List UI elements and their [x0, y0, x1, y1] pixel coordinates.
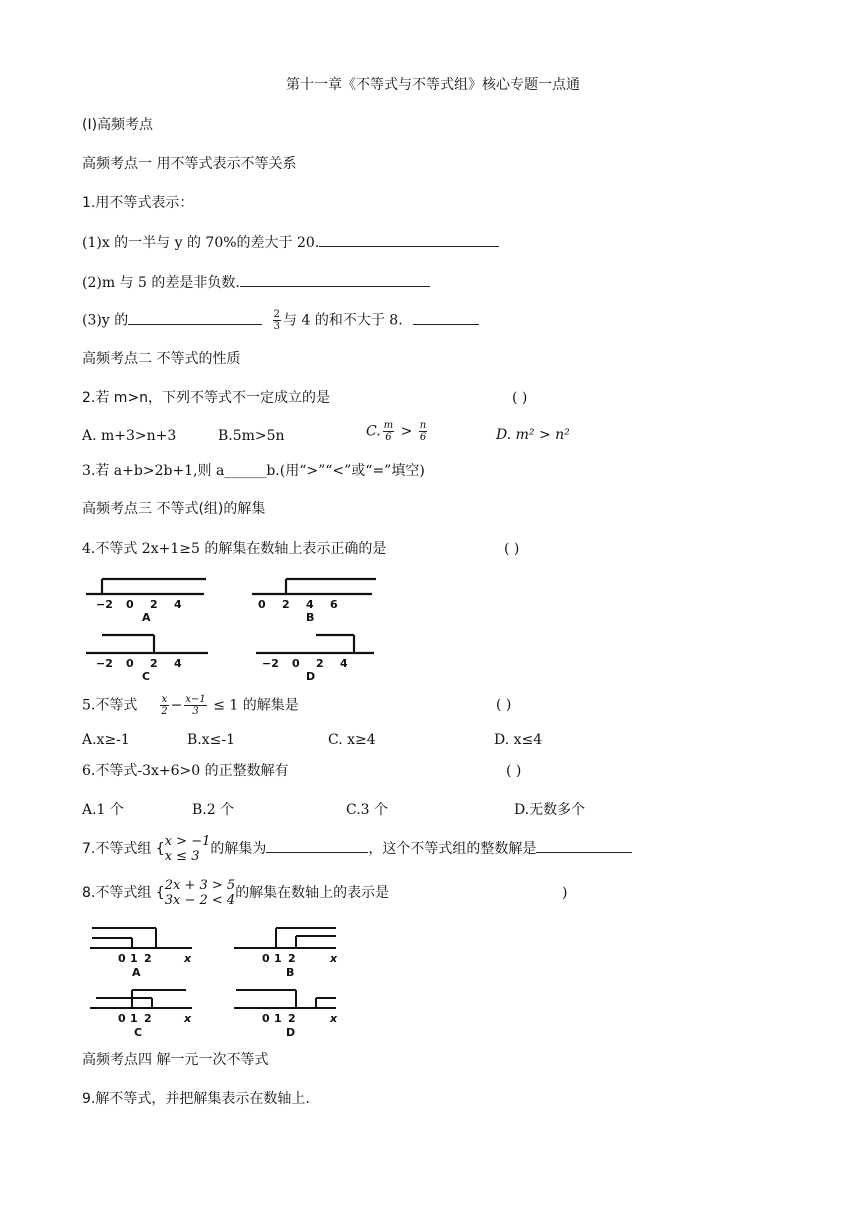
question-8-pre: 8.不等式组 {: [82, 885, 165, 901]
tick-label: 2: [288, 952, 296, 965]
tick-label: 2: [282, 598, 290, 611]
system-line: x ≤ 3: [164, 849, 200, 864]
fraction: [184, 694, 206, 717]
answer-blank[interactable]: [536, 838, 632, 853]
tick-label: 6: [330, 598, 338, 611]
fraction: [383, 420, 394, 443]
figure-label: C: [142, 670, 151, 683]
fraction-numerator: m: [383, 420, 394, 431]
question-9: 9.解不等式，并把解集表示在数轴上.: [82, 1091, 310, 1107]
question-6: 6.不等式-3x+6>0 的正整数解有: [82, 763, 289, 779]
answer-paren[interactable]: ): [562, 885, 568, 901]
axis-variable: x: [184, 1012, 192, 1025]
option-2d[interactable]: D. m² > n²: [496, 427, 570, 443]
answer-blank[interactable]: [319, 232, 499, 247]
fraction-numerator: x−1: [185, 694, 206, 705]
tick-label: 0: [126, 657, 134, 670]
option-label: C.: [366, 423, 381, 440]
inequality-system: [165, 834, 211, 864]
tick-label: 0: [262, 952, 270, 965]
question-8: [82, 878, 389, 908]
operator: −: [170, 697, 183, 714]
fraction-numerator: x: [161, 694, 168, 705]
figure-label: D: [286, 1026, 296, 1038]
question-1: 1.用不等式表示：: [82, 195, 194, 211]
page-title: 第十一章《不等式与不等式组》核心专题一点通: [286, 77, 580, 93]
tick-label: 1: [130, 1012, 138, 1025]
option-6d[interactable]: D.无数多个: [514, 802, 586, 818]
fraction-denominator: 2: [161, 706, 168, 717]
question-5: [82, 694, 299, 717]
tick-label: −2: [96, 657, 113, 670]
answer-blank[interactable]: [266, 838, 368, 853]
question-7: [82, 834, 632, 864]
tick-label: 0: [126, 598, 134, 611]
tick-label: 2: [144, 1012, 152, 1025]
figure-label: B: [306, 611, 315, 624]
option-6c[interactable]: C.3 个: [346, 802, 389, 818]
answer-paren[interactable]: ( ): [496, 697, 512, 713]
option-2a[interactable]: A. m+3>n+3: [82, 428, 177, 444]
question-1b: [82, 272, 430, 292]
tick-label: 0: [118, 952, 126, 965]
tick-label: 0: [118, 1012, 126, 1025]
tick-label: 1: [130, 952, 138, 965]
option-5c[interactable]: C. x≥4: [328, 732, 376, 748]
option-5b[interactable]: B.x≤-1: [187, 732, 236, 748]
tick-label: 1: [274, 952, 282, 965]
operator: ≤ 1: [213, 697, 239, 714]
question-1b-text: (2)m 与 5 的差是非负数.: [82, 275, 240, 291]
answer-blank[interactable]: [128, 310, 262, 325]
tick-label: 2: [288, 1012, 296, 1025]
question-1a: [82, 232, 499, 252]
tick-label: 4: [340, 657, 348, 670]
tick-label: 2: [316, 657, 324, 670]
option-5a[interactable]: A.x≥-1: [82, 732, 130, 748]
section-heading-2: 高频考点二 不等式的性质: [82, 351, 241, 367]
figure-label: A: [132, 966, 141, 979]
system-line: 2x + 3 > 5: [164, 878, 236, 893]
axis-variable: x: [330, 952, 338, 965]
option-5d[interactable]: D. x≤4: [494, 732, 543, 748]
fraction-numerator: n: [419, 420, 427, 431]
answer-paren[interactable]: ( ): [512, 390, 528, 406]
part-heading: (Ⅰ)高频考点: [82, 117, 154, 133]
question-3: 3.若 a+b>2b+1,则 a______b.(用“>”“<”或“=”填空): [82, 463, 425, 479]
section-heading-4: 高频考点四 解一元一次不等式: [82, 1052, 269, 1068]
tick-label: 4: [174, 598, 182, 611]
q8-figures: [86, 918, 356, 1038]
system-line: x > −1: [164, 834, 211, 849]
fraction: [160, 694, 168, 717]
tick-label: 0: [258, 598, 266, 611]
tick-label: 2: [150, 598, 158, 611]
figure-label: B: [286, 966, 295, 979]
section-heading-1: 高频考点一 用不等式表示不等关系: [82, 156, 297, 172]
question-7-mid: 的解集为: [210, 841, 267, 857]
tick-label: −2: [96, 598, 113, 611]
question-5-pre: 5.不等式: [82, 697, 138, 714]
option-6b[interactable]: B.2 个: [192, 802, 235, 818]
fraction: [419, 420, 427, 443]
operator: >: [400, 423, 413, 440]
fraction: [273, 309, 281, 332]
answer-paren[interactable]: ( ): [504, 541, 520, 557]
q4-figures: [86, 572, 386, 684]
question-4: 4.不等式 2x+1≥5 的解集在数轴上表示正确的是: [82, 541, 387, 557]
answer-blank[interactable]: [240, 272, 430, 287]
inequality-system: [165, 878, 235, 908]
axis-variable: x: [184, 952, 192, 965]
tick-label: 0: [262, 1012, 270, 1025]
fraction-denominator: 3: [273, 321, 281, 332]
option-6a[interactable]: A.1 个: [82, 802, 124, 818]
answer-blank[interactable]: [413, 310, 479, 325]
figure-label: A: [142, 611, 151, 624]
fraction-numerator: 2: [273, 309, 281, 320]
tick-label: −2: [262, 657, 279, 670]
question-8-post: 的解集在数轴上的表示是: [235, 885, 390, 901]
question-1c: [82, 309, 479, 332]
axis-variable: x: [330, 1012, 338, 1025]
question-7-post: ，这个不等式组的整数解是: [368, 841, 537, 857]
figure-label: C: [134, 1026, 143, 1038]
fraction-denominator: 6: [385, 432, 392, 443]
option-2c[interactable]: [366, 420, 429, 443]
tick-label: 1: [274, 1012, 282, 1025]
tick-label: 4: [174, 657, 182, 670]
question-5-post: 的解集是: [242, 697, 299, 714]
figure-label: D: [306, 670, 316, 683]
question-1c-post: 与 4 的和不大于 8.: [283, 312, 403, 329]
answer-paren[interactable]: ( ): [506, 763, 522, 779]
question-1a-text: (1)x 的一半与 y 的 70%的差大于 20.: [82, 235, 320, 251]
tick-label: 0: [292, 657, 300, 670]
question-7-pre: 7.不等式组 {: [82, 841, 165, 857]
question-1c-pre: (3)y 的: [82, 312, 129, 329]
section-heading-3: 高频考点三 不等式(组)的解集: [82, 501, 266, 517]
question-2: 2.若 m>n，下列不等式不一定成立的是: [82, 390, 331, 406]
option-2b[interactable]: B.5m>5n: [218, 428, 285, 444]
tick-label: 2: [150, 657, 158, 670]
tick-label: 4: [306, 598, 314, 611]
system-line: 3x − 2 < 4: [164, 893, 236, 908]
tick-label: 2: [144, 952, 152, 965]
fraction-denominator: 3: [192, 706, 199, 717]
fraction-denominator: 6: [419, 432, 427, 443]
